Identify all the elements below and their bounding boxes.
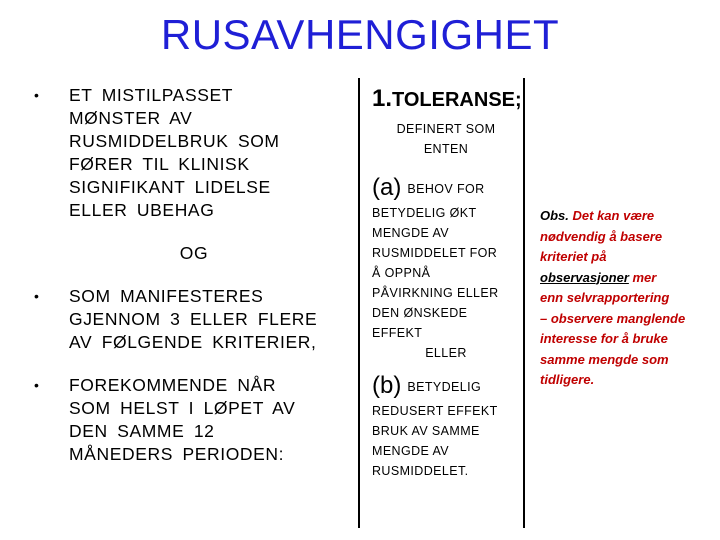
- connector-og: OG: [179, 243, 209, 263]
- note-text-part1: Det kan være nødvendig å basere kriteriet på: [540, 208, 663, 264]
- definition-column: [34, 84, 354, 466]
- option-a-lead: BEHOV FOR: [407, 181, 485, 196]
- divider-left: [358, 78, 360, 528]
- note-text-part2: mer enn selvrapportering – observere manglende interesse for å bruke samme mengde som tidligere.: [540, 269, 686, 387]
- observation-note: [540, 206, 710, 391]
- note-prefix: Obs.: [540, 208, 573, 223]
- option-b-heading: [372, 371, 520, 401]
- bullet-text-pattern: ET MISTILPASSET MØNSTER AV RUSMIDDELBRUK SOM FØRER TIL KLINISK SIGNIFIKANT LIDELSE ELLER UBEHAG: [69, 85, 280, 220]
- option-b-text: REDUSERT EFFEKT BRUK AV SAMME MENGDE AV RUSMIDDELET.: [372, 404, 498, 478]
- criterion-name: TOLERANSE: [392, 89, 515, 111]
- criterion-semicolon: ;: [515, 89, 522, 111]
- bullet-dot: •: [34, 377, 40, 393]
- note-underlined: observasjoner: [540, 269, 629, 285]
- bullet-dot: •: [34, 87, 40, 103]
- criterion-column: [372, 84, 520, 481]
- criterion-definition: DEFINERT SOM ENTEN: [396, 122, 496, 156]
- criterion-number: 1.: [372, 85, 393, 112]
- option-b-lead: BETYDELIG: [407, 379, 482, 394]
- option-b-label: (b): [372, 372, 402, 399]
- bullet-item-period: [34, 374, 354, 466]
- bullet-item-criteria: [34, 285, 354, 354]
- option-or: ELLER: [425, 346, 467, 360]
- bullet-dot: •: [34, 288, 40, 304]
- option-a-text: BETYDELIG ØKT MENGDE AV RUSMIDDELET FOR Å OPPNÅ PÅVIRKNING ELLER DEN ØNSKEDE EFFEKT: [372, 206, 499, 340]
- option-a-label: (a): [372, 174, 402, 201]
- bullet-item-pattern: [34, 84, 354, 222]
- bullet-text-period: FOREKOMMENDE NÅR SOM HELST I LØPET AV DEN SAMME 12 MÅNEDERS PERIODEN:: [69, 375, 296, 464]
- bullet-text-criteria: SOM MANIFESTERES GJENNOM 3 ELLER FLERE AV FØLGENDE KRITERIER,: [69, 286, 318, 352]
- slide-title: RUSAVHENGIGHET: [160, 11, 560, 58]
- divider-right: [523, 78, 525, 528]
- option-a-heading: [372, 173, 520, 203]
- criterion-heading: [372, 84, 520, 115]
